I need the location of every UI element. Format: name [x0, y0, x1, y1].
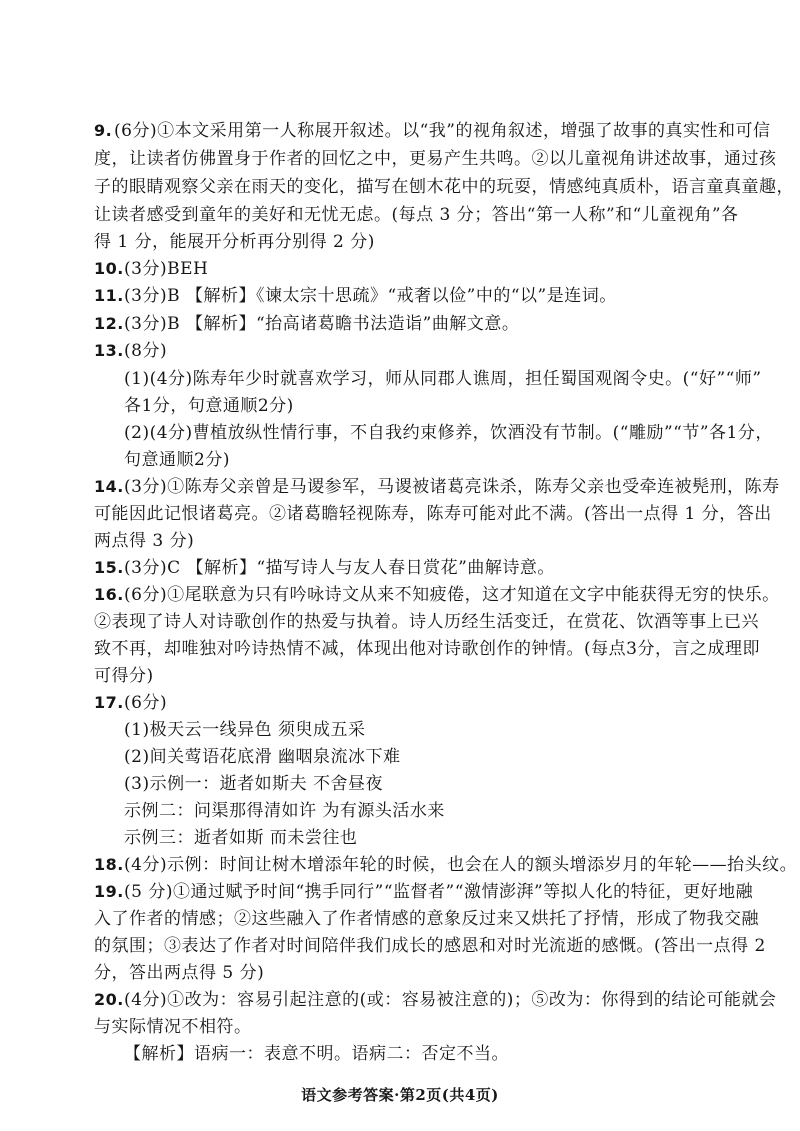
question-number: 20. [94, 990, 124, 1009]
question-number: 17. [94, 693, 124, 712]
answer-line: 让读者感受到童年的美好和无忧无虑。(每点 3 分；答出“第一人称”和“儿童视角”各 [94, 205, 739, 225]
answer-line: (6分) [124, 693, 168, 713]
answer-line: (8分) [124, 341, 168, 361]
answer-line: 度，让读者仿佛置身于作者的回忆之中，更易产生共鸣。②以儿童视角讲述故事，通过孩 [94, 149, 777, 169]
answer-line: (3分)B 【解析】《谏太宗十思疏》“戒奢以俭”中的“以”是连词。 [124, 286, 617, 306]
question-number: 12. [94, 314, 124, 333]
answer-line: 分，答出两点得 5 分) [94, 963, 265, 983]
answer-line: (4分)示例：时间让树木增添年轮的时候，也会在人的额头增添岁月的年轮——抬头纹。 [124, 855, 798, 875]
question-number: 19. [94, 882, 124, 901]
answer-line: 两点得 3 分) [94, 531, 195, 551]
question-number: 9. [94, 121, 113, 140]
answer-line: 可得分) [94, 666, 154, 686]
answer-line: (3分)C 【解析】“描写诗人与友人春日赏花”曲解诗意。 [124, 558, 555, 578]
answer-line: 可能因此记恨诸葛亮。②诸葛瞻轻视陈寿，陈寿可能对此不满。(答出一点得 1 分，答出 [94, 504, 772, 524]
question-number: 16. [94, 585, 124, 604]
analysis-line: 【解析】语病一：表意不明。语病二：否定不当。 [124, 1044, 509, 1064]
answer-line: 示例二：问渠那得清如许 为有源头活水来 [124, 801, 445, 821]
answer-line: (1)(4分)陈寿年少时就喜欢学习，师从同郡人谯周，担任蜀国观阁令史。(“好”“师” [124, 369, 762, 389]
question-number: 18. [94, 855, 124, 874]
answer-line: 句意通顺2分) [124, 450, 230, 470]
question-number: 11. [94, 286, 124, 305]
answer-line: 得 1 分，能展开分析再分别得 2 分) [94, 232, 375, 252]
answer-line: ②表现了诗人对诗歌创作的热爱与执着。诗人历经生活变迁，在赏花、饮酒等事上已兴 [94, 612, 759, 632]
answer-line: (3)示例一：逝者如斯夫 不舍昼夜 [124, 774, 383, 794]
answer-line: (2)间关莺语花底滑 幽咽泉流冰下难 [124, 747, 401, 767]
answer-line: (3分)BEH [124, 259, 209, 279]
answer-line: 入了作者的情感；②这些融入了作者情感的意象反过来又烘托了抒情，形成了物我交融 [94, 909, 759, 929]
answer-line: (2)(4分)曹植放纵性情行事，不自我约束修养，饮酒没有节制。(“雕励”“节”各1分， [124, 423, 773, 443]
question-number: 13. [94, 341, 124, 360]
answer-line: 示例三：逝者如斯 而未尝往也 [124, 828, 358, 848]
answer-line: (3分)①陈寿父亲曾是马谡参军，马谡被诸葛亮诛杀，陈寿父亲也受牵连被髡刑，陈寿 [124, 477, 780, 497]
answer-line: 与实际情况不相符。 [94, 1017, 252, 1037]
question-number: 10. [94, 259, 124, 278]
question-number: 15. [94, 558, 124, 577]
answer-line: (3分)B 【解析】“抬高诸葛瞻书法造诣”曲解文意。 [124, 314, 520, 334]
answer-line: 致不再，却唯独对吟诗热情不减，体现出他对诗歌创作的钟情。(每点3分，言之成理即 [94, 639, 760, 659]
answer-line: (6分)①本文采用第一人称展开叙述。以“我”的视角叙述，增强了故事的真实性和可信 [114, 121, 771, 141]
answer-line: 各1分，句意通顺2分) [124, 396, 294, 416]
page-footer: 语文参考答案·第2页(共4页) [301, 1086, 499, 1104]
answer-line: (6分)①尾联意为只有吟咏诗文从来不知疲倦，这才知道在文字中能获得无穷的快乐。 [124, 585, 780, 605]
answer-line: (5 分)①通过赋予时间“携手同行”“监督者”“激情澎湃”等拟人化的特征，更好地融 [124, 882, 754, 902]
answer-line: 的氛围；③表达了作者对时间陪伴我们成长的感恩和对时光流逝的感慨。(答出一点得 2 [94, 936, 766, 956]
question-number: 14. [94, 477, 124, 496]
answer-line: (1)极天云一线异色 须臾成五采 [124, 720, 366, 740]
answer-line: 子的眼睛观察父亲在雨天的变化，描写在刨木花中的玩耍，情感纯真质朴，语言童真童趣， [94, 177, 794, 197]
answer-line: (4分)①改为：容易引起注意的(或：容易被注意的)；⑤改为：你得到的结论可能就会 [124, 990, 777, 1010]
